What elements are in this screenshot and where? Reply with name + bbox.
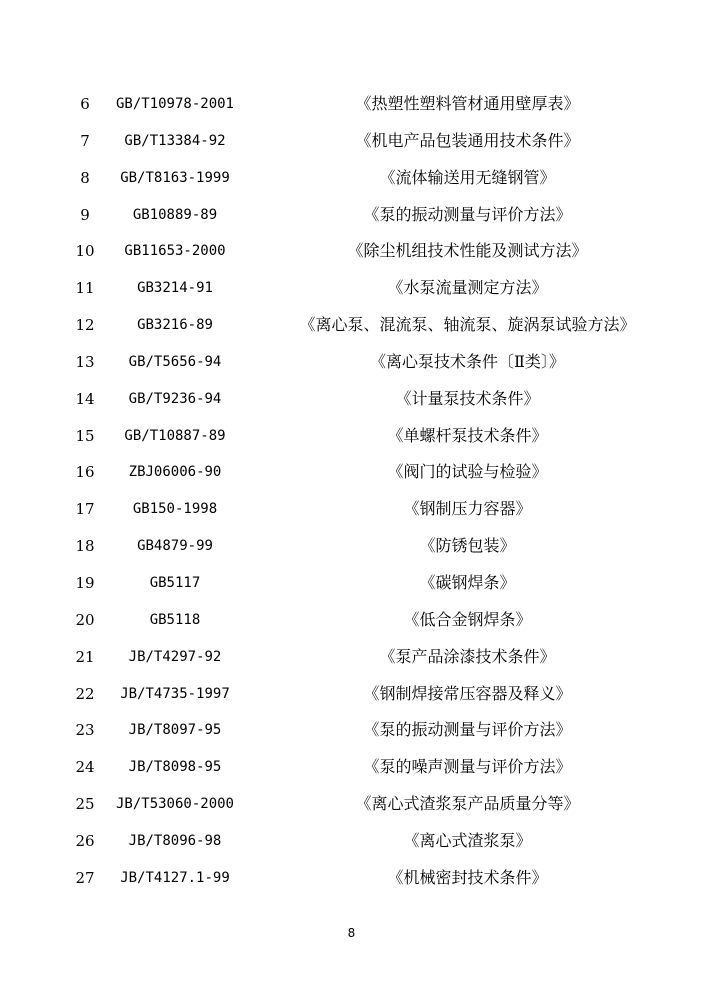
- standard-code: JB/T8098-95: [128, 759, 222, 776]
- standard-code: GB3216-89: [137, 317, 213, 334]
- standard-title: 《机电产品包装通用技术条件》: [355, 130, 580, 150]
- standard-row: [0, 160, 703, 197]
- standard-title: 《机械密封技术条件》: [387, 867, 548, 887]
- standard-code: JB/T4735-1997: [120, 685, 230, 702]
- standard-number: 7: [80, 131, 90, 150]
- standard-number: 22: [75, 684, 95, 703]
- standard-title: 《计量泵技术条件》: [395, 388, 540, 408]
- standard-code: GB5117: [149, 574, 201, 591]
- standard-code: GB/T9236-94: [128, 390, 222, 407]
- standard-title: 《碳钢焊条》: [419, 572, 516, 592]
- standard-title: 《低合金钢焊条》: [403, 609, 532, 629]
- standard-title: 《水泵流量测定方法》: [387, 278, 548, 298]
- standard-number: 25: [75, 795, 95, 814]
- standard-title: 《离心泵技术条件〔Ⅱ类〕》: [370, 351, 565, 371]
- standard-row: [0, 528, 703, 565]
- standard-number: 23: [75, 721, 95, 740]
- standard-number: 17: [75, 500, 95, 519]
- standard-number: 26: [75, 831, 95, 850]
- standard-code: JB/T4127.1-99: [120, 869, 230, 886]
- standard-title: 《泵的振动测量与评价方法》: [363, 204, 572, 224]
- standard-title: 《单螺杆泵技术条件》: [387, 425, 548, 445]
- standard-code: GB/T5656-94: [128, 353, 222, 370]
- standard-title: 《泵的噪声测量与评价方法》: [363, 757, 572, 777]
- standard-number: 21: [75, 647, 95, 666]
- standard-title: 《钢制焊接常压容器及释义》: [363, 683, 572, 703]
- standard-code: JB/T8096-98: [128, 832, 222, 849]
- standard-row: [0, 602, 703, 639]
- standard-row: [0, 786, 703, 823]
- standard-row: [0, 123, 703, 160]
- standard-number: 8: [80, 168, 90, 187]
- standard-row: [0, 270, 703, 307]
- standard-title: 《离心泵、混流泵、轴流泵、旋涡泵试验方法》: [299, 315, 636, 335]
- standard-row: [0, 454, 703, 491]
- standard-code: GB/T13384-92: [124, 132, 226, 149]
- standard-number: 24: [75, 758, 95, 777]
- standard-number: 16: [75, 463, 95, 482]
- standard-row: [0, 823, 703, 860]
- page-number: 8: [347, 926, 356, 940]
- standard-number: 19: [75, 573, 95, 592]
- standard-number: 9: [80, 205, 90, 224]
- standard-title: 《流体输送用无缝钢管》: [379, 167, 556, 187]
- standard-number: 12: [75, 316, 95, 335]
- standard-row: [0, 749, 703, 786]
- standard-number: 10: [75, 242, 95, 261]
- standard-code: GB10889-89: [132, 206, 218, 223]
- standard-number: 13: [75, 352, 95, 371]
- standard-row: [0, 418, 703, 455]
- standard-row: [0, 344, 703, 381]
- standard-row: [0, 565, 703, 602]
- standard-title: 《泵产品涂漆技术条件》: [379, 646, 556, 666]
- standard-row: [0, 307, 703, 344]
- standard-row: [0, 233, 703, 270]
- standard-code: GB/T10887-89: [124, 427, 226, 444]
- standard-code: JB/T4297-92: [128, 648, 222, 665]
- standard-number: 11: [75, 279, 95, 298]
- standard-code: GB3214-91: [137, 280, 213, 297]
- standard-number: 20: [75, 610, 95, 629]
- standard-code: GB150-1998: [132, 501, 218, 518]
- standard-row: [0, 676, 703, 713]
- standard-title: 《热塑性塑料管材通用壁厚表》: [355, 94, 580, 113]
- standard-code: ZBJ06006-90: [128, 464, 222, 481]
- standard-number: 15: [75, 426, 95, 445]
- standard-code: GB11653-2000: [124, 243, 226, 260]
- standard-title: 《泵的振动测量与评价方法》: [363, 720, 572, 740]
- standard-code: GB/T8163-1999: [120, 169, 230, 186]
- standard-code: GB4879-99: [137, 538, 213, 555]
- standard-row: [0, 860, 703, 897]
- standard-title: 《除尘机组技术性能及测试方法》: [347, 241, 588, 261]
- standard-number: 14: [75, 389, 95, 408]
- standard-number: 27: [75, 868, 95, 887]
- standard-row: [0, 491, 703, 528]
- standard-row: [0, 197, 703, 234]
- standard-title: 《钢制压力容器》: [403, 499, 532, 519]
- standard-number: 18: [75, 537, 95, 556]
- standard-row: [0, 712, 703, 749]
- standard-code: GB/T10978-2001: [115, 96, 234, 112]
- standard-title: 《防锈包装》: [419, 536, 516, 556]
- standard-code: JB/T8097-95: [128, 722, 222, 739]
- standard-code: JB/T53060-2000: [115, 796, 234, 813]
- standard-code: GB5118: [149, 611, 201, 628]
- standard-row: [0, 639, 703, 676]
- standard-title: 《离心式渣浆泵产品质量分等》: [355, 794, 580, 814]
- standard-row: [0, 381, 703, 418]
- standards-list: [0, 86, 703, 897]
- standard-number: 6: [80, 95, 90, 113]
- standard-title: 《离心式渣浆泵》: [403, 830, 532, 850]
- standard-title: 《阀门的试验与检验》: [387, 462, 548, 482]
- standard-row: [0, 86, 703, 123]
